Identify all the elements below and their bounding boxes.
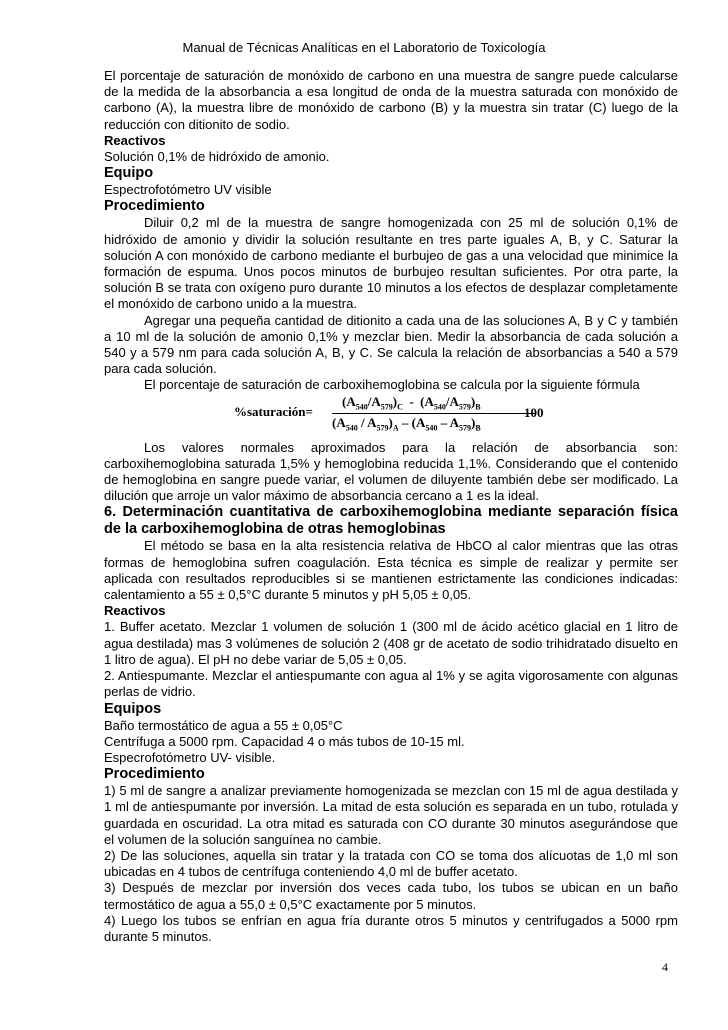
- formula-lhs: %saturación=: [234, 403, 313, 419]
- saturation-formula: [104, 394, 678, 434]
- page-number: 4: [662, 960, 668, 974]
- reactivos-text: Solución 0,1% de hidróxido de amonio.: [104, 149, 330, 165]
- reactivo-item-antiespumante: 2. Antiespumante. Mezclar el antiespumante con agua al 1% y se agita vigorosamente con algunas perlas de vidrio.: [104, 668, 678, 700]
- equipo-item-espectrofotometro: Especrofotómetro UV- visible.: [104, 749, 276, 765]
- running-header: Manual de Técnicas Analíticas en el Laboratorio de Toxicología: [182, 40, 546, 55]
- equipo-text: Espectrofotómetro UV visible: [104, 182, 272, 198]
- normal-values-paragraph: Los valores normales aproximados para la relación de absorbancia son: carboxihemoglobina saturada 1,5% y hemoglobina reducida 1,1%. Considerando que el contenido de hemoglobina en sangre puede variar, el volumen de diluyente también debe ser modificado. La dilución que arroje un valor máximo de absorbancia cercano a 1 es la ideal.: [104, 439, 678, 504]
- procedimiento-heading: Procedimiento: [104, 198, 205, 215]
- procedimiento-2-heading: Procedimiento: [104, 766, 205, 783]
- reactivo-item-buffer: 1. Buffer acetato. Mezclar 1 volumen de solución 1 (300 ml de ácido acético glacial en 1 litro de agua destilada) mas 3 volúmenes de solución 2 (408 gr de acetato de sodio trihidratado disuelto en 1 litro de agua). El pH no debe variar de 5,05 ± 0,05.: [104, 619, 678, 667]
- fraction-bar: [332, 413, 536, 414]
- procedimiento-paragraph-2: Agregar una pequeña cantidad de ditionito a cada una de las soluciones A, B y C y también a 10 ml de la solución de amonio 0,1% y mezclar bien. Medir la absorbancia de cada solución a 540 y a 579 nm para cada solución A, B, y C. Se calcula la relación de absorbancias a 540 a 579 para cada solución.: [104, 312, 678, 377]
- page-body: [104, 68, 678, 945]
- equipo-item-centrifuga: Centrífuga a 5000 rpm. Capacidad 4 o más tubos de 10-15 ml.: [104, 733, 465, 749]
- formula-numerator: $(A_{540}/A_{579})_C - (A_{540}/A_{579})_B$: [342, 393, 481, 412]
- section-6-heading: 6. Determinación cuantitativa de carboxihemoglobina mediante separación física de la carboxihemoglobina de otras hemoglobinas: [104, 504, 678, 538]
- reactivos-2-heading: Reactivos: [104, 603, 166, 619]
- procedimiento-paragraph-1: Diluir 0,2 ml de la muestra de sangre homogenizada con 25 ml de solución 0,1% de hidróxido de amonio y dividir la solución resultante en tres parte iguales A, B, y C. Saturar la solución A con monóxido de carbono mediante el burbujeo de gas a una velocidad que minimice la formación de espuma. Unos pocos minutos de burbujeo resultan suficientes. Por otra parte, la solución B se trata con oxígeno puro durante 10 minutos a los efectos de desplazar completamente el monóxido de carbono unido a la muestra.: [104, 215, 678, 312]
- procedimiento-step-2: 2) De las soluciones, aquella sin tratar y la tratada con CO se toma dos alícuotas de 1,0 ml son ubicadas en 4 tubos de centrífuga conteniendo 4,0 ml de buffer acetato.: [104, 847, 678, 880]
- procedimiento-step-3: 3) Después de mezclar por inversión dos veces cada tubo, los tubos se ubican en un baño termostático de agua a 55,0 ± 0,5°C exactamente por 5 minutos.: [104, 880, 678, 912]
- section-6-paragraph: El método se basa en la alta resistencia relativa de HbCO al calor mientras que las otras formas de hemoglobina sufren coagulación. Esta técnica es simple de realizar y permite ser aplicada con resultados reproducibles si se mantienen estrictamente las condiciones indicadas: calentamiento a 55 ± 0,5°C durante 5 minutos y pH 5,05 ± 0,05.: [104, 538, 678, 603]
- formula-denominator: $(A_{540} / A_{579})_A - (A_{540} - A_{579})_B$: [332, 414, 481, 433]
- reactivos-heading: Reactivos: [104, 132, 166, 148]
- equipos-heading: Equipos: [104, 700, 162, 717]
- formula-multiplier: 100: [524, 404, 544, 420]
- procedimiento-step-1: 1) 5 ml de sangre a analizar previamente homogenizada se mezclan con 15 ml de agua destilada y 1 ml de antiespumante por inversión. La mitad de esta solución es separada en un tubo, rotulada y guardada en oscuridad. La otra mitad es saturada con CO durante 30 minutos asegurándose que el volumen de la solución sanguínea no cambie.: [104, 783, 678, 847]
- procedimiento-step-4: 4) Luego los tubos se enfrían en agua fría durante otros 5 minutos y centrifugados a 5000 rpm durante 5 minutos.: [104, 912, 678, 944]
- intro-paragraph: El porcentaje de saturación de monóxido de carbono en una muestra de sangre puede calcularse de la medida de la absorbancia a esa longitud de onda de la muestra saturada con monóxido de carbono (A), la muestra libre de monóxido de carbono (B) y la muestra sin tratar (C) luego de la reducción con ditionito de sodio.: [104, 68, 678, 132]
- procedimiento-paragraph-3: El porcentaje de saturación de carboxihemoglobina se calcula por la siguiente fórmula: [144, 377, 640, 393]
- equipo-heading: Equipo: [104, 165, 154, 182]
- equipo-item-bano: Baño termostático de agua a 55 ± 0,05°C: [104, 717, 343, 733]
